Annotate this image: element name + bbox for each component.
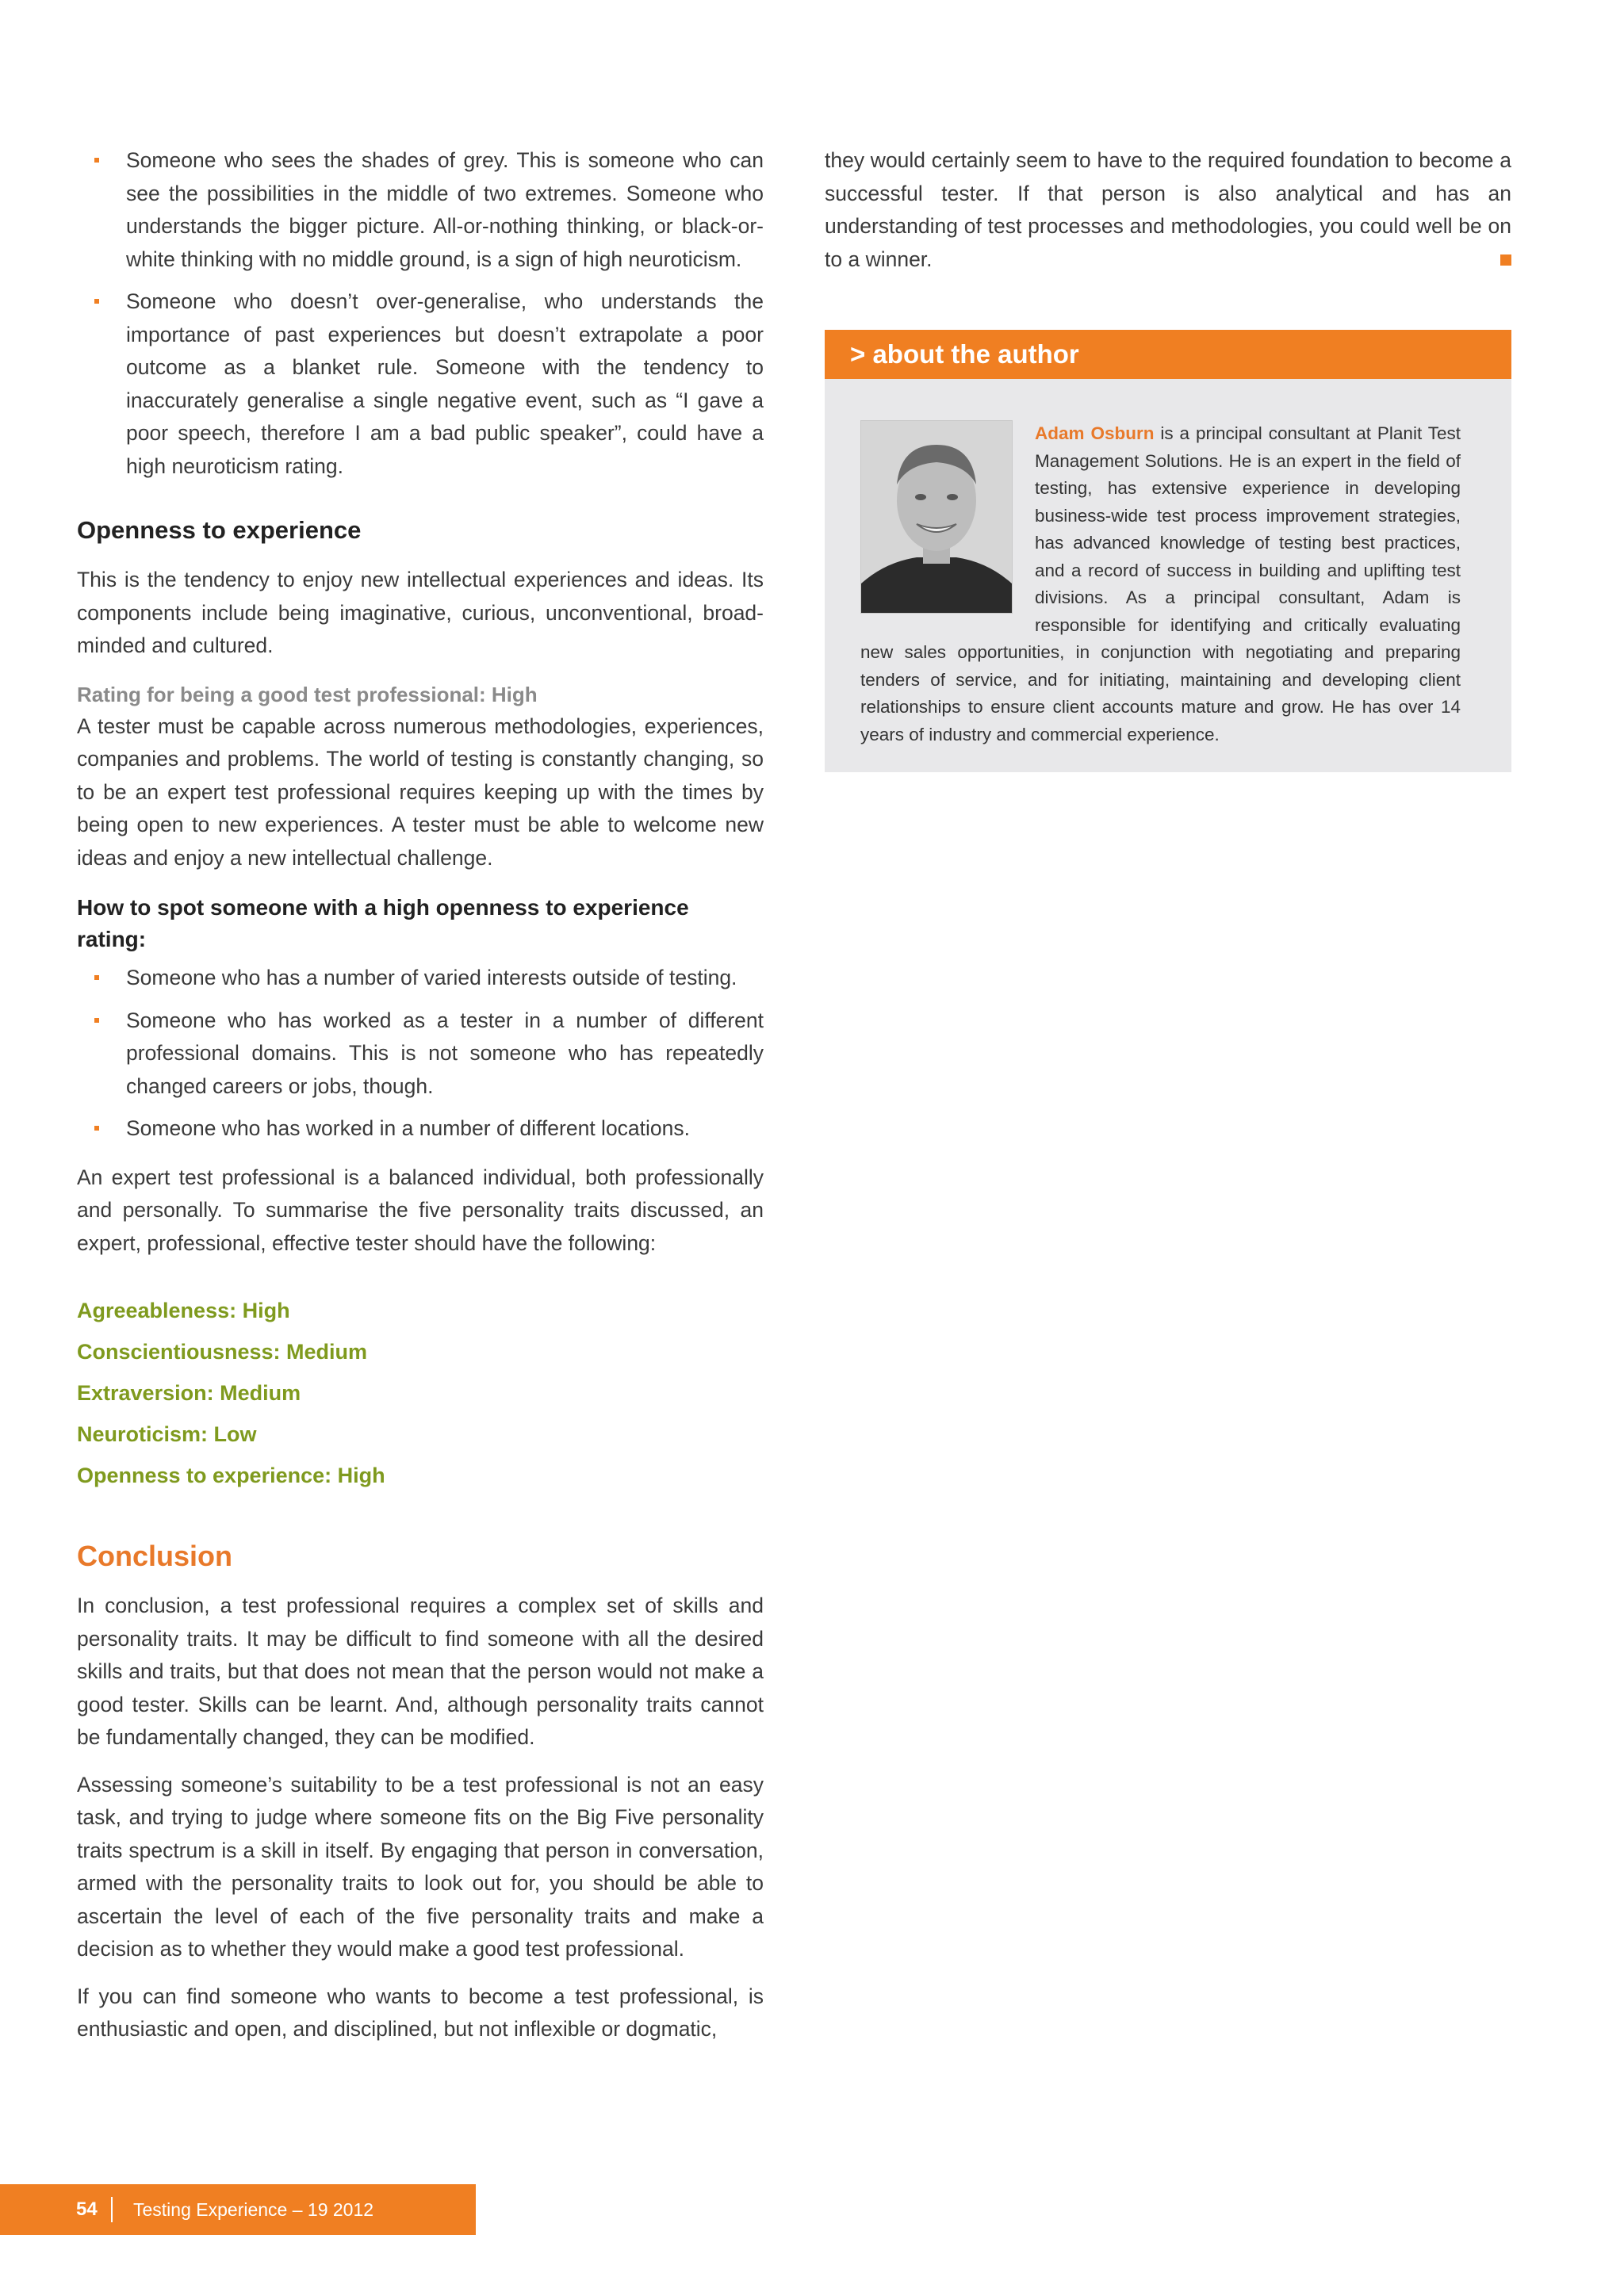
bullet-square-icon <box>94 299 99 304</box>
right-column <box>825 144 1511 276</box>
list-item: Someone who has worked in a number of different locations. <box>77 1112 764 1146</box>
footer-divider <box>111 2197 113 2222</box>
bullet-square-icon <box>94 1126 99 1131</box>
conclusion-paragraph-2: Assessing someone’s suitability to be a test professional is not an easy task, and trying to judge where someone fits on the Big Five personality traits spectrum is a skill in itself. By engaging that person in conversation, armed with the personality traits to look out for, you should be able to ascertain the level of each of the five personality traits and make a decision as to whether they would make a good test professional. <box>77 1772 764 1961</box>
bullet-square-icon <box>94 975 99 980</box>
summary-intro: An expert test professional is a balanced individual, both professionally and personally. To summarise the five personality traits discussed, an expert, professional, effective tester should have the following: <box>77 1165 764 1255</box>
list-item: Someone who has a number of varied interests outside of testing. <box>77 962 764 995</box>
trait-extraversion: Extraversion: Medium <box>77 1381 301 1405</box>
trait-openness: Openness to experience: High <box>77 1464 385 1487</box>
conclusion-paragraph-3: If you can find someone who wants to become a test professional, is enthusiastic and open, and disciplined, but not inflexible or dogmatic, <box>77 1984 764 2041</box>
page-number: 54 <box>76 2198 98 2220</box>
openness-heading: Openness to experience <box>77 516 362 544</box>
trait-neuroticism: Neuroticism: Low <box>77 1422 257 1446</box>
neuroticism-bullet-list <box>77 144 764 483</box>
conclusion-paragraph-1: In conclusion, a test professional requires a complex set of skills and personality traits. It may be difficult to find someone with all the desired skills and traits, but that does not mean that the person would not make a good tester. Skills can be learnt. And, although personality traits cannot be fundamentally changed, they can be modified. <box>77 1594 764 1749</box>
trait-conscientiousness: Conscientiousness: Medium <box>77 1340 368 1364</box>
author-photo <box>860 420 1013 614</box>
author-portrait-icon <box>861 421 1012 613</box>
continuation-paragraph: they would certainly seem to have to the required foundation to become a successful tester. If that person is also analytical and has an understanding of test processes and methodologies, you could well be on to a winner. <box>825 148 1511 271</box>
rating-label: Rating for being a good test professional: High <box>77 682 538 706</box>
about-the-author-box <box>825 330 1511 772</box>
author-box-body <box>825 379 1511 748</box>
list-item: Someone who sees the shades of grey. This is someone who can see the possibilities in the middle of two extremes. Someone who understands the bigger picture. All-or-nothing thinking, or black-or-white thinking with no middle ground, is a sign of high neuroticism. <box>77 144 764 276</box>
left-column <box>77 144 764 2046</box>
bullet-square-icon <box>94 1018 99 1023</box>
author-name: Adam Osburn <box>1035 423 1155 443</box>
publication-title: Testing Experience – 19 2012 <box>133 2199 374 2220</box>
list-item: Someone who doesn’t over-generalise, who understands the importance of past experiences but doesn’t extrapolate a poor outcome as a blanket rule. Someone with the tendency to inaccurately generalise a single negative event, such as “I gave a poor speech, therefore I am a bad public speaker”, could have a high neuroticism rating. <box>77 285 764 483</box>
list-item: Someone who has worked as a tester in a number of different professional domains. This is not someone who has repeatedly changed careers or jobs, though. <box>77 1004 764 1104</box>
author-box-heading: > about the author <box>825 330 1511 379</box>
conclusion-heading: Conclusion <box>77 1540 232 1572</box>
summary-traits <box>77 1290 764 1496</box>
end-of-article-icon <box>1500 254 1511 266</box>
spot-heading: How to spot someone with a high openness to experience rating: <box>77 895 689 951</box>
page-footer <box>0 2184 476 2235</box>
trait-agreeableness: Agreeableness: High <box>77 1299 290 1322</box>
openness-paragraph: This is the tendency to enjoy new intellectual experiences and ideas. Its components include being imaginative, curious, unconventional, broad-minded and cultured. <box>77 568 764 657</box>
author-bio: Adam Osburn is a principal consultant at Planit Test Management Solutions. He is an expert in the field of testing, has extensive experience in developing business-wide test process improvement strategies, has advanced knowledge of testing best practices, and a record of success in building and uplifting test divisions. As a principal consultant, Adam is responsible for identifying and critically evaluating new sales opportunities, in conjunction with negotiating and preparing tenders of service, and for initiating, maintaining and developing client relationships to ensure client accounts mature and grow. He has over 14 years of industry and commercial experience. <box>860 423 1461 744</box>
bullet-square-icon <box>94 158 99 163</box>
openness-bullet-list <box>77 962 764 1146</box>
rating-paragraph: A tester must be capable across numerous methodologies, experiences, companies and problems. The world of testing is constantly changing, so to be an expert test professional requires keeping up with the times by being open to new experiences. A tester must be able to welcome new ideas and enjoy a new intellectual challenge. <box>77 714 764 870</box>
